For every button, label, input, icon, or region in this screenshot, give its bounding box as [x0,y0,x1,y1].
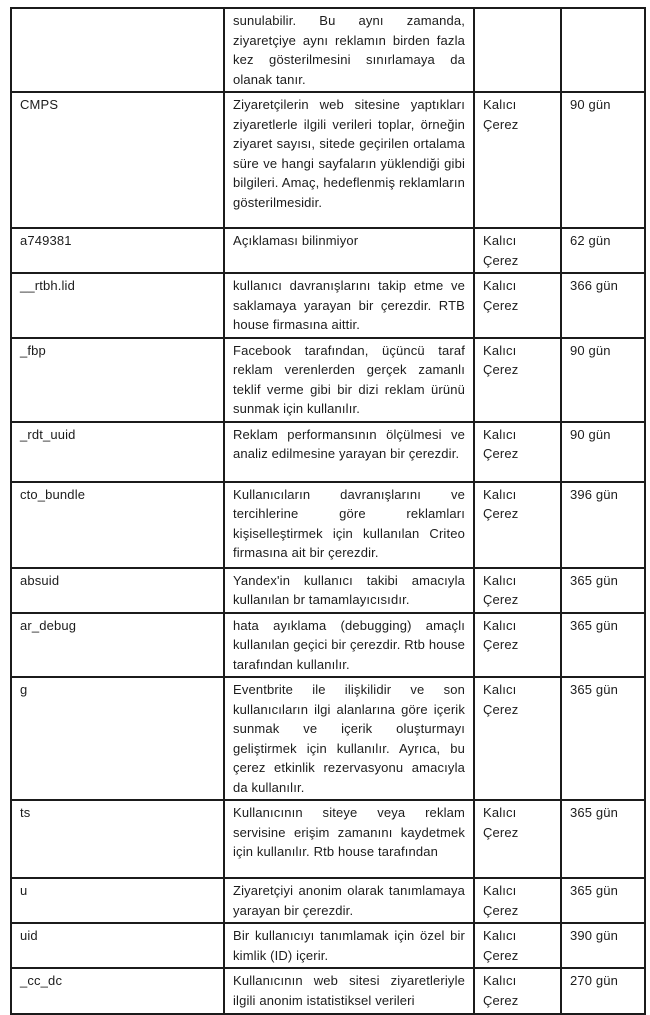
cookie-name-cell [11,8,224,92]
cookie-type-cell: Kalıcı Çerez [474,422,561,482]
cookie-name-cell: _rdt_uuid [11,422,224,482]
table-row [11,92,645,228]
cookie-name-cell: a749381 [11,228,224,273]
table-row [11,482,645,568]
cookie-duration-cell: 365 gün [561,878,645,923]
cookie-duration-cell: 270 gün [561,968,645,1014]
cookie-name-cell: _fbp [11,338,224,422]
cookie-description-cell: Kullanıcıların davranışlarını ve tercihlerine göre reklamları kişiselleştirmek için kullanılan Criteo firmasına ait bir çerezdir. [224,482,474,568]
cookie-name-cell: ts [11,800,224,878]
cookie-type-cell: Kalıcı Çerez [474,613,561,678]
cookie-type-cell: Kalıcı Çerez [474,878,561,923]
cookie-description-cell: kullanıcı davranışlarını takip etme ve saklamaya yarayan bir çerezdir. RTB house firmasına aittir. [224,273,474,338]
cookie-duration-cell: 365 gün [561,677,645,800]
cookie-name-cell: CMPS [11,92,224,228]
cookie-type-cell: Kalıcı Çerez [474,92,561,228]
cookie-description-cell: Ziyaretçiyi anonim olarak tanımlamaya yarayan bir çerezdir. [224,878,474,923]
cookie-name-cell: ar_debug [11,613,224,678]
table-row [11,228,645,273]
cookie-duration-cell: 366 gün [561,273,645,338]
table-row [11,677,645,800]
cookie-table-body [11,8,645,1014]
cookie-type-cell: Kalıcı Çerez [474,800,561,878]
cookie-table [10,7,646,1015]
table-row [11,923,645,968]
table-row [11,422,645,482]
cookie-type-cell: Kalıcı Çerez [474,968,561,1014]
cookie-description-cell: Kullanıcının siteye veya reklam servisine erişim zamanını kaydetmek için kullanılır. Rtb house tarafından [224,800,474,878]
table-row [11,338,645,422]
cookie-type-cell: Kalıcı Çerez [474,338,561,422]
cookie-type-cell: Kalıcı Çerez [474,273,561,338]
cookie-name-cell: g [11,677,224,800]
cookie-description-cell: Reklam performansının ölçülmesi ve analiz edilmesine yarayan bir çerezdir. [224,422,474,482]
cookie-duration-cell: 365 gün [561,800,645,878]
cookie-name-cell: uid [11,923,224,968]
table-row [11,800,645,878]
cookie-description-cell: hata ayıklama (debugging) amaçlı kullanılan geçici bir çerezdir. Rtb house tarafından kullanılır. [224,613,474,678]
cookie-name-cell: cto_bundle [11,482,224,568]
cookie-description-cell: sunulabilir. Bu aynı zamanda, ziyaretçiye aynı reklamın birden fazla kez gösterilmesini sınırlamaya da olanak tanır. [224,8,474,92]
cookie-type-cell: Kalıcı Çerez [474,482,561,568]
cookie-description-cell: Facebook tarafından, üçüncü taraf reklam verenlerden gerçek zamanlı teklif verme gibi bir dizi reklam ürünü sunmak için kullanılır. [224,338,474,422]
cookie-duration-cell: 390 gün [561,923,645,968]
table-row [11,968,645,1014]
cookie-type-cell: Kalıcı Çerez [474,568,561,613]
cookie-duration-cell [561,8,645,92]
table-row [11,878,645,923]
cookie-description-cell: Eventbrite ile ilişkilidir ve son kullanıcıların ilgi alanlarına göre içerik sunmak ve içerik oluşturmayı geliştirmek için kullanılır. Ayrıca, bu çerez etkinlik rezervasyonu amacıyla da kullanılır. [224,677,474,800]
cookie-duration-cell: 90 gün [561,92,645,228]
table-row [11,613,645,678]
table-row [11,273,645,338]
table-row [11,568,645,613]
cookie-duration-cell: 365 gün [561,613,645,678]
cookie-name-cell: u [11,878,224,923]
cookie-duration-cell: 62 gün [561,228,645,273]
cookie-description-cell: Açıklaması bilinmiyor [224,228,474,273]
cookie-name-cell: absuid [11,568,224,613]
cookie-type-cell [474,8,561,92]
cookie-type-cell: Kalıcı Çerez [474,228,561,273]
cookie-type-cell: Kalıcı Çerez [474,677,561,800]
cookie-duration-cell: 396 gün [561,482,645,568]
cookie-description-cell: Bir kullanıcıyı tanımlamak için özel bir kimlik (ID) içerir. [224,923,474,968]
cookie-name-cell: _cc_dc [11,968,224,1014]
cookie-type-cell: Kalıcı Çerez [474,923,561,968]
cookie-description-cell: Kullanıcının web sitesi ziyaretleriyle ilgili anonim istatistiksel verileri [224,968,474,1014]
cookie-duration-cell: 90 gün [561,338,645,422]
cookie-description-cell: Yandex'in kullanıcı takibi amacıyla kullanılan br tamamlayıcısıdır. [224,568,474,613]
cookie-name-cell: __rtbh.lid [11,273,224,338]
cookie-duration-cell: 90 gün [561,422,645,482]
cookie-duration-cell: 365 gün [561,568,645,613]
table-row [11,8,645,92]
cookie-description-cell: Ziyaretçilerin web sitesine yaptıkları ziyaretlerle ilgili verileri toplar, örneğin ziyaret sayısı, sitede geçirilen ortalama süre ve hangi sayfaların yüklendiği gibi bilgileri. Amaç, hedeflenmiş reklamların gösterilmesidir. [224,92,474,228]
